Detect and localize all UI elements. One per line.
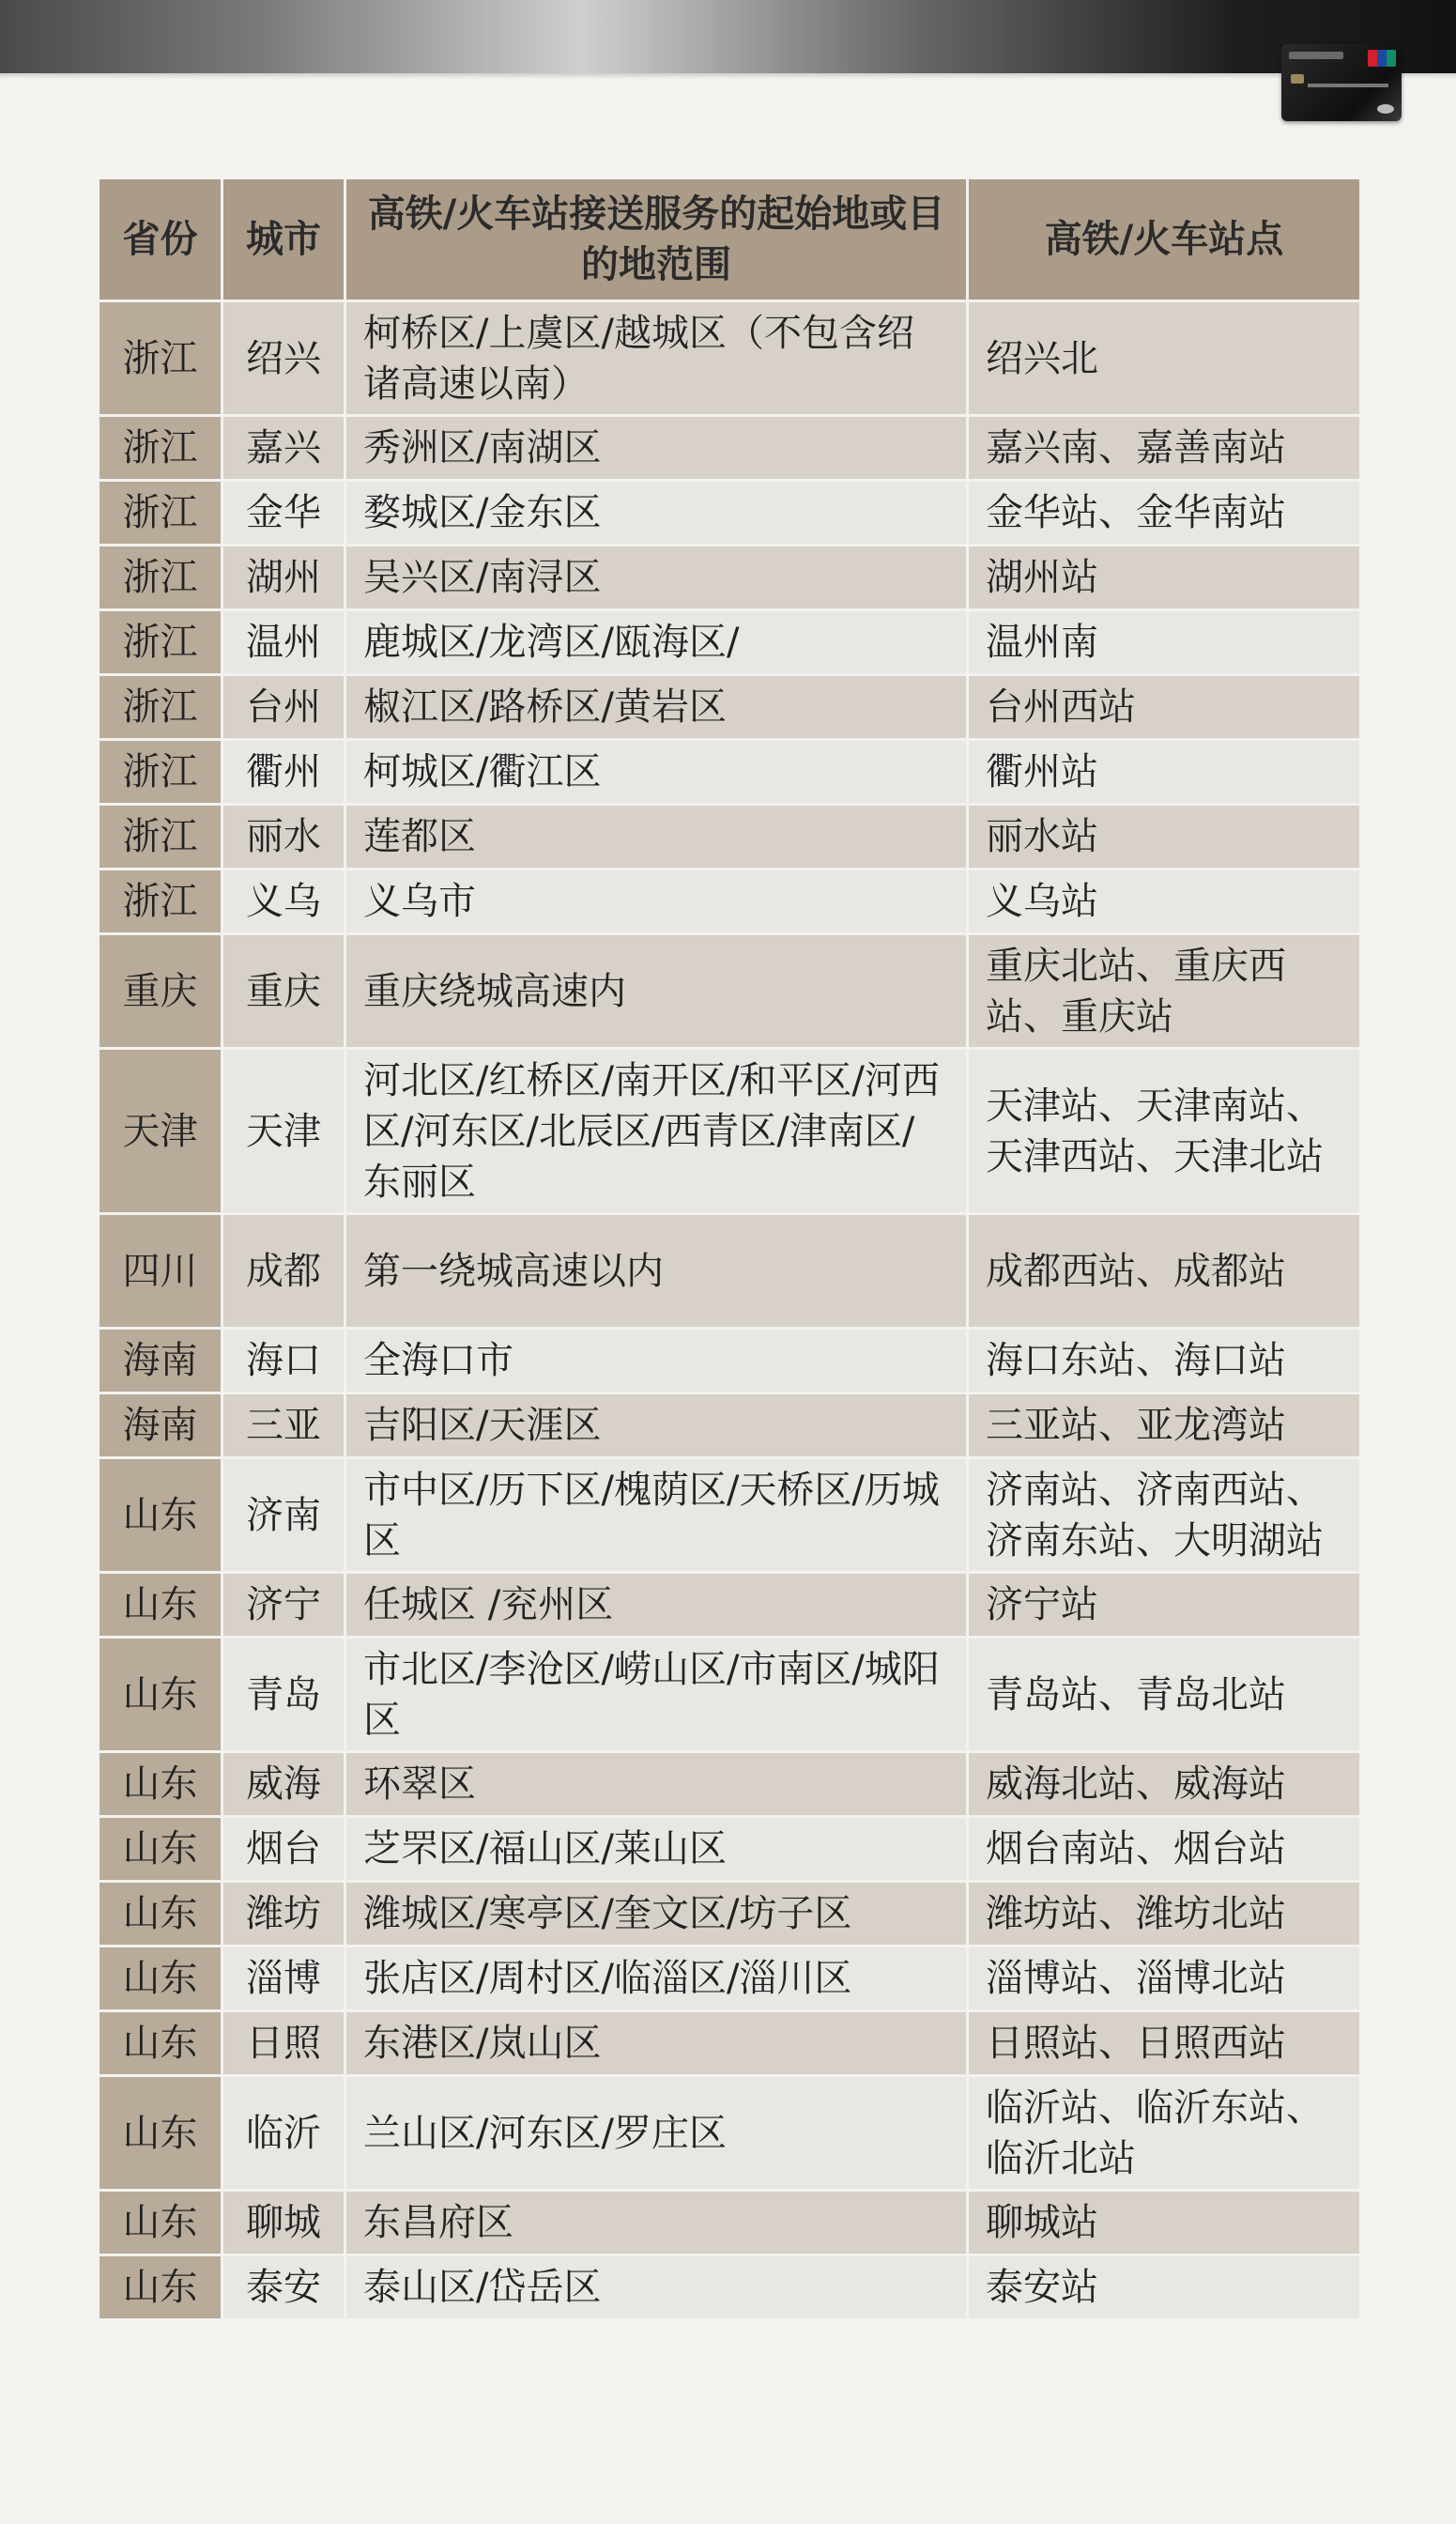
province-cell: 山东 bbox=[99, 1817, 222, 1882]
city-cell: 三亚 bbox=[222, 1393, 345, 1458]
station-cell: 丽水站 bbox=[968, 805, 1361, 870]
city-cell: 天津 bbox=[222, 1049, 345, 1214]
province-cell: 山东 bbox=[99, 2011, 222, 2076]
area-cell: 河北区/红桥区/南开区/和平区/河西区/河东区/北辰区/西青区/津南区/东丽区 bbox=[345, 1049, 968, 1214]
table-body bbox=[99, 301, 1361, 2320]
table-row bbox=[99, 2255, 1361, 2320]
city-cell: 烟台 bbox=[222, 1817, 345, 1882]
area-cell: 兰山区/河东区/罗庄区 bbox=[345, 2076, 968, 2191]
station-cell: 义乌站 bbox=[968, 870, 1361, 934]
province-cell: 天津 bbox=[99, 1049, 222, 1214]
city-cell: 济宁 bbox=[222, 1573, 345, 1638]
header-banner bbox=[0, 0, 1456, 73]
station-cell: 成都西站、成都站 bbox=[968, 1214, 1361, 1329]
province-cell: 浙江 bbox=[99, 870, 222, 934]
station-cell: 临沂站、临沂东站、临沂北站 bbox=[968, 2076, 1361, 2191]
station-cell: 湖州站 bbox=[968, 546, 1361, 610]
station-cell: 三亚站、亚龙湾站 bbox=[968, 1393, 1361, 1458]
province-cell: 山东 bbox=[99, 1458, 222, 1573]
station-cell: 台州西站 bbox=[968, 675, 1361, 740]
station-cell: 潍坊站、潍坊北站 bbox=[968, 1882, 1361, 1947]
bank-logo bbox=[1289, 52, 1343, 59]
table-row bbox=[99, 610, 1361, 675]
area-cell: 柯城区/衢江区 bbox=[345, 740, 968, 805]
table-row bbox=[99, 1329, 1361, 1393]
area-cell: 环翠区 bbox=[345, 1752, 968, 1817]
area-cell: 芝罘区/福山区/莱山区 bbox=[345, 1817, 968, 1882]
city-cell: 海口 bbox=[222, 1329, 345, 1393]
province-cell: 浙江 bbox=[99, 805, 222, 870]
city-cell: 日照 bbox=[222, 2011, 345, 2076]
table-header-row bbox=[99, 178, 1361, 301]
city-cell: 聊城 bbox=[222, 2191, 345, 2255]
station-cell: 衢州站 bbox=[968, 740, 1361, 805]
station-cell: 温州南 bbox=[968, 610, 1361, 675]
province-cell: 浙江 bbox=[99, 481, 222, 546]
table-row bbox=[99, 1882, 1361, 1947]
province-cell: 山东 bbox=[99, 2076, 222, 2191]
area-cell: 任城区 /兖州区 bbox=[345, 1573, 968, 1638]
province-cell: 浙江 bbox=[99, 546, 222, 610]
table-row bbox=[99, 301, 1361, 416]
province-cell: 海南 bbox=[99, 1393, 222, 1458]
header-province: 省份 bbox=[99, 178, 222, 301]
station-cell: 淄博站、淄博北站 bbox=[968, 1947, 1361, 2011]
city-cell: 金华 bbox=[222, 481, 345, 546]
header-city: 城市 bbox=[222, 178, 345, 301]
province-cell: 山东 bbox=[99, 1638, 222, 1752]
area-cell: 柯桥区/上虞区/越城区（不包含绍诸高速以南） bbox=[345, 301, 968, 416]
card-number-strip bbox=[1308, 84, 1388, 87]
table-row bbox=[99, 1214, 1361, 1329]
station-cell: 烟台南站、烟台站 bbox=[968, 1817, 1361, 1882]
table-row bbox=[99, 1817, 1361, 1882]
province-cell: 海南 bbox=[99, 1329, 222, 1393]
table-row bbox=[99, 1393, 1361, 1458]
city-cell: 温州 bbox=[222, 610, 345, 675]
table-row bbox=[99, 416, 1361, 481]
station-cell: 济南站、济南西站、济南东站、大明湖站 bbox=[968, 1458, 1361, 1573]
area-cell: 婺城区/金东区 bbox=[345, 481, 968, 546]
area-cell: 东港区/岚山区 bbox=[345, 2011, 968, 2076]
province-cell: 浙江 bbox=[99, 675, 222, 740]
bank-card-image bbox=[1281, 44, 1402, 121]
city-cell: 义乌 bbox=[222, 870, 345, 934]
table-row bbox=[99, 1638, 1361, 1752]
table-row bbox=[99, 2191, 1361, 2255]
area-cell: 全海口市 bbox=[345, 1329, 968, 1393]
area-cell: 市北区/李沧区/崂山区/市南区/城阳区 bbox=[345, 1638, 968, 1752]
area-cell: 鹿城区/龙湾区/瓯海区/ bbox=[345, 610, 968, 675]
station-cell: 绍兴北 bbox=[968, 301, 1361, 416]
city-cell: 台州 bbox=[222, 675, 345, 740]
area-cell: 第一绕城高速以内 bbox=[345, 1214, 968, 1329]
city-cell: 成都 bbox=[222, 1214, 345, 1329]
table-row bbox=[99, 740, 1361, 805]
table-row bbox=[99, 1049, 1361, 1214]
table-row bbox=[99, 675, 1361, 740]
station-cell: 聊城站 bbox=[968, 2191, 1361, 2255]
station-service-table bbox=[97, 177, 1362, 2321]
table-row bbox=[99, 870, 1361, 934]
province-cell: 浙江 bbox=[99, 610, 222, 675]
province-cell: 山东 bbox=[99, 1882, 222, 1947]
province-cell: 浙江 bbox=[99, 740, 222, 805]
city-cell: 重庆 bbox=[222, 934, 345, 1049]
station-cell: 威海北站、威海站 bbox=[968, 1752, 1361, 1817]
table-row bbox=[99, 1573, 1361, 1638]
province-cell: 山东 bbox=[99, 2255, 222, 2320]
unionpay-logo-icon bbox=[1368, 50, 1396, 67]
table-row bbox=[99, 2011, 1361, 2076]
table-row bbox=[99, 1458, 1361, 1573]
station-cell: 泰安站 bbox=[968, 2255, 1361, 2320]
table-row bbox=[99, 934, 1361, 1049]
station-cell: 嘉兴南、嘉善南站 bbox=[968, 416, 1361, 481]
table-row bbox=[99, 1947, 1361, 2011]
area-cell: 重庆绕城高速内 bbox=[345, 934, 968, 1049]
table-row bbox=[99, 805, 1361, 870]
table-row bbox=[99, 546, 1361, 610]
header-station: 高铁/火车站点 bbox=[968, 178, 1361, 301]
area-cell: 泰山区/岱岳区 bbox=[345, 2255, 968, 2320]
province-cell: 山东 bbox=[99, 2191, 222, 2255]
province-cell: 山东 bbox=[99, 1947, 222, 2011]
province-cell: 山东 bbox=[99, 1752, 222, 1817]
area-cell: 义乌市 bbox=[345, 870, 968, 934]
area-cell: 张店区/周村区/临淄区/淄川区 bbox=[345, 1947, 968, 2011]
city-cell: 湖州 bbox=[222, 546, 345, 610]
province-cell: 山东 bbox=[99, 1573, 222, 1638]
station-cell: 天津站、天津南站、天津西站、天津北站 bbox=[968, 1049, 1361, 1214]
city-cell: 临沂 bbox=[222, 2076, 345, 2191]
city-cell: 泰安 bbox=[222, 2255, 345, 2320]
station-cell: 金华站、金华南站 bbox=[968, 481, 1361, 546]
table-row bbox=[99, 481, 1361, 546]
area-cell: 椒江区/路桥区/黄岩区 bbox=[345, 675, 968, 740]
province-cell: 浙江 bbox=[99, 301, 222, 416]
station-cell: 日照站、日照西站 bbox=[968, 2011, 1361, 2076]
table-row bbox=[99, 1752, 1361, 1817]
city-cell: 衢州 bbox=[222, 740, 345, 805]
station-cell: 重庆北站、重庆西站、重庆站 bbox=[968, 934, 1361, 1049]
city-cell: 威海 bbox=[222, 1752, 345, 1817]
city-cell: 潍坊 bbox=[222, 1882, 345, 1947]
city-cell: 丽水 bbox=[222, 805, 345, 870]
area-cell: 潍城区/寒亭区/奎文区/坊子区 bbox=[345, 1882, 968, 1947]
province-cell: 重庆 bbox=[99, 934, 222, 1049]
area-cell: 市中区/历下区/槐荫区/天桥区/历城区 bbox=[345, 1458, 968, 1573]
area-cell: 东昌府区 bbox=[345, 2191, 968, 2255]
table-row bbox=[99, 2076, 1361, 2191]
city-cell: 绍兴 bbox=[222, 301, 345, 416]
card-chip-icon bbox=[1291, 74, 1304, 84]
province-cell: 浙江 bbox=[99, 416, 222, 481]
city-cell: 济南 bbox=[222, 1458, 345, 1573]
station-cell: 海口东站、海口站 bbox=[968, 1329, 1361, 1393]
area-cell: 秀洲区/南湖区 bbox=[345, 416, 968, 481]
card-network-icon bbox=[1377, 104, 1394, 114]
city-cell: 淄博 bbox=[222, 1947, 345, 2011]
station-cell: 济宁站 bbox=[968, 1573, 1361, 1638]
city-cell: 青岛 bbox=[222, 1638, 345, 1752]
area-cell: 莲都区 bbox=[345, 805, 968, 870]
header-area: 高铁/火车站接送服务的起始地或目的地范围 bbox=[345, 178, 968, 301]
area-cell: 吉阳区/天涯区 bbox=[345, 1393, 968, 1458]
station-cell: 青岛站、青岛北站 bbox=[968, 1638, 1361, 1752]
province-cell: 四川 bbox=[99, 1214, 222, 1329]
area-cell: 吴兴区/南浔区 bbox=[345, 546, 968, 610]
city-cell: 嘉兴 bbox=[222, 416, 345, 481]
